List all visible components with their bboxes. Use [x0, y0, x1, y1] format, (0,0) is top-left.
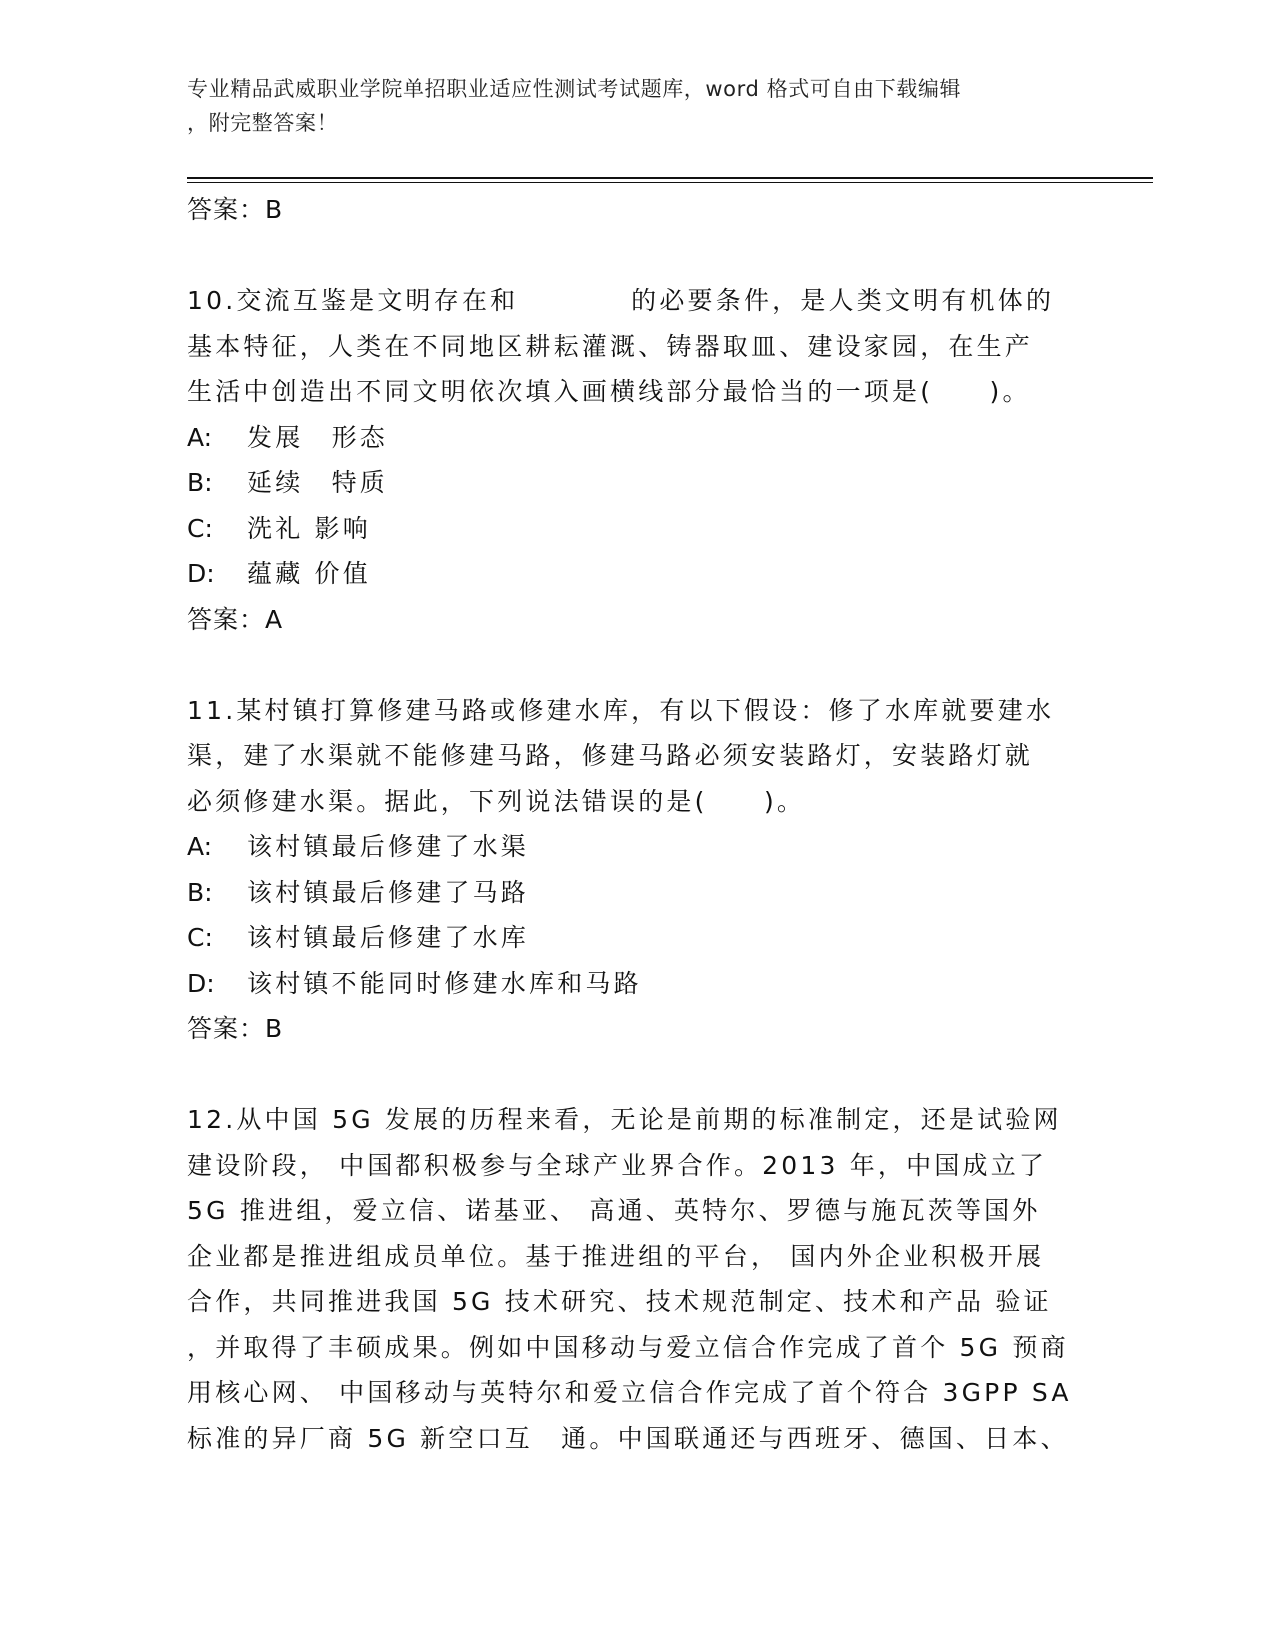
question-text-line: 生活中创造出不同文明依次填入画横线部分最恰当的一项是( )。 — [187, 377, 1031, 406]
option-b — [187, 460, 1087, 506]
question-text-line: 合作，共同推进我国 5G 技术研究、技术规范制定、技术和产品 验证 — [187, 1287, 1052, 1316]
option-text: 该村镇最后修建了水渠 — [247, 832, 530, 861]
option-letter: B: — [187, 877, 213, 907]
spacer — [187, 642, 1087, 688]
option-c — [187, 506, 1087, 552]
option-text: 发展 形态 — [247, 422, 389, 452]
header-divider-thin — [187, 182, 1153, 183]
option-letter: C: — [187, 513, 213, 543]
page-header — [187, 72, 1077, 140]
question-text-line: 用核心网、 中国移动与英特尔和爱立信合作完成了首个符合 3GPP SA — [187, 1378, 1072, 1407]
question-text-line: ，并取得了丰硕成果。例如中国移动与爱立信合作完成了首个 5G 预商 — [187, 1332, 1069, 1362]
option-d — [187, 551, 1087, 597]
question-text-line: 标准的异厂商 5G 新空口互 通。中国联通还与西班牙、德国、日本、 — [187, 1423, 1069, 1453]
option-b — [187, 870, 1087, 916]
document-body — [187, 187, 1087, 1461]
header-line-2: ，附完整答案！ — [187, 111, 339, 135]
header-divider — [187, 177, 1153, 179]
answer-previous: 答案：B — [187, 195, 284, 224]
option-text: 洗礼 影响 — [247, 513, 371, 543]
question-text-line: 渠，建了水渠就不能修建马路，修建马路必须安装路灯，安装路灯就 — [187, 741, 1034, 770]
option-letter: D: — [187, 968, 215, 998]
question-text-line: 12.从中国 5G 发展的历程来看，无论是前期的标准制定，还是试验网 — [187, 1105, 1062, 1134]
question-text-line: 基本特征，人类在不同地区耕耘灌溉、铸器取皿、建设家园，在生产 — [187, 331, 1034, 361]
option-letter: D: — [187, 559, 215, 588]
option-letter: A: — [187, 422, 213, 452]
option-text: 该村镇最后修建了水库 — [247, 923, 530, 952]
answer: 答案：A — [187, 604, 284, 634]
question-text-line: 建设阶段， 中国都积极参与全球产业界合作。2013 年，中国成立了 — [187, 1150, 1048, 1180]
spacer — [187, 1052, 1087, 1098]
question-11 — [187, 688, 1087, 1052]
question-text-line: 10.交流互鉴是文明存在和 的必要条件，是人类文明有机体的 — [187, 286, 1055, 315]
option-c — [187, 915, 1087, 961]
question-text-line: 必须修建水渠。据此，下列说法错误的是( )。 — [187, 786, 806, 816]
question-text-line: 5G 推进组，爱立信、诺基亚、 高通、英特尔、罗德与施瓦茨等国外 — [187, 1196, 1041, 1225]
option-text: 蕴藏 价值 — [247, 559, 371, 588]
option-text: 该村镇不能同时修建水库和马路 — [247, 968, 642, 998]
option-letter: B: — [187, 468, 213, 497]
option-letter: C: — [187, 923, 213, 952]
option-a — [187, 415, 1087, 461]
option-d — [187, 961, 1087, 1007]
question-text-line: 企业都是推进组成员单位。基于推进组的平台， 国内外企业积极开展 — [187, 1241, 1045, 1271]
question-12 — [187, 1097, 1087, 1461]
question-text-line: 11.某村镇打算修建马路或修建水库，有以下假设：修了水库就要建水 — [187, 695, 1055, 725]
spacer — [187, 233, 1087, 279]
answer: 答案：B — [187, 1014, 284, 1043]
option-letter: A: — [187, 832, 213, 861]
question-10 — [187, 278, 1087, 642]
option-a — [187, 824, 1087, 870]
header-line-1: 专业精品武威职业学院单招职业适应性测试考试题库，word 格式可自由下载编辑 — [187, 77, 962, 101]
option-text: 该村镇最后修建了马路 — [247, 877, 530, 907]
option-text: 延续 特质 — [247, 468, 389, 497]
